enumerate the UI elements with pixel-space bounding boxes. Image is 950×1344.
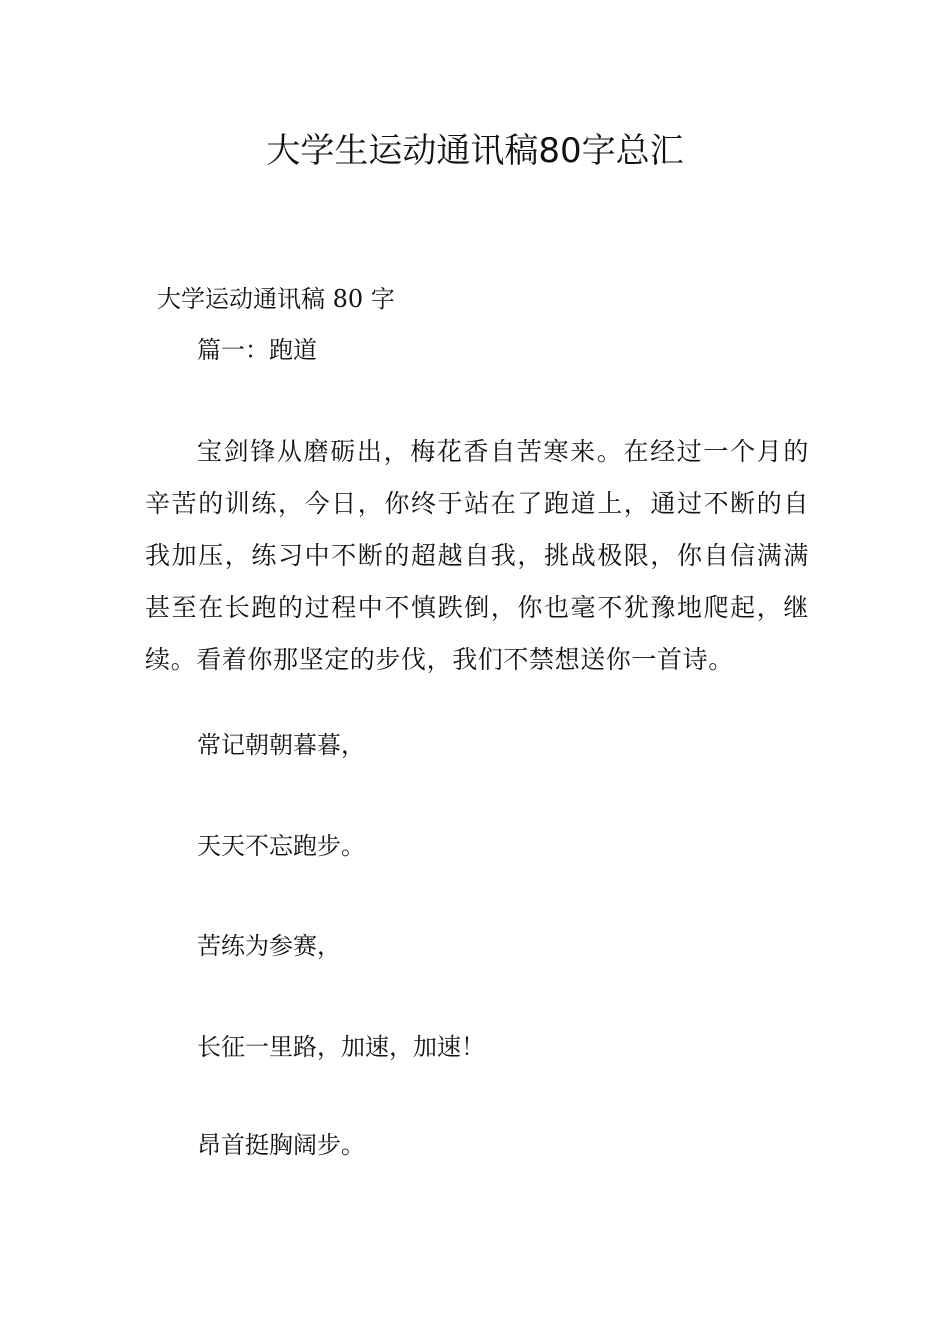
body-paragraph: 宝剑锋从磨砺出，梅花香自苦寒来。在经过一个月的辛苦的训练，今日，你终于站在了跑道上，通过不断的自我加压，练习中不断的超越自我，挑战极限，你自信满满甚至在长跑的过程中不慎跌倒，你也毫不犹豫地爬起，继续。看着你那坚定的步伐，我们不禁想送你一首诗。 <box>145 437 809 674</box>
document-title: 大学生运动通讯稿80字总汇 <box>266 131 684 171</box>
document-subtitle: 大学运动通讯稿 80 字 <box>157 285 395 313</box>
poem-line: 常记朝朝暮暮， <box>197 731 365 759</box>
section-heading: 篇一：跑道 <box>197 336 317 364</box>
poem-line: 长征一里路，加速，加速！ <box>197 1033 485 1061</box>
poem-line: 苦练为参赛， <box>197 932 341 960</box>
poem-line: 天天不忘跑步。 <box>197 832 365 860</box>
poem-line: 昂首挺胸阔步。 <box>197 1131 365 1159</box>
